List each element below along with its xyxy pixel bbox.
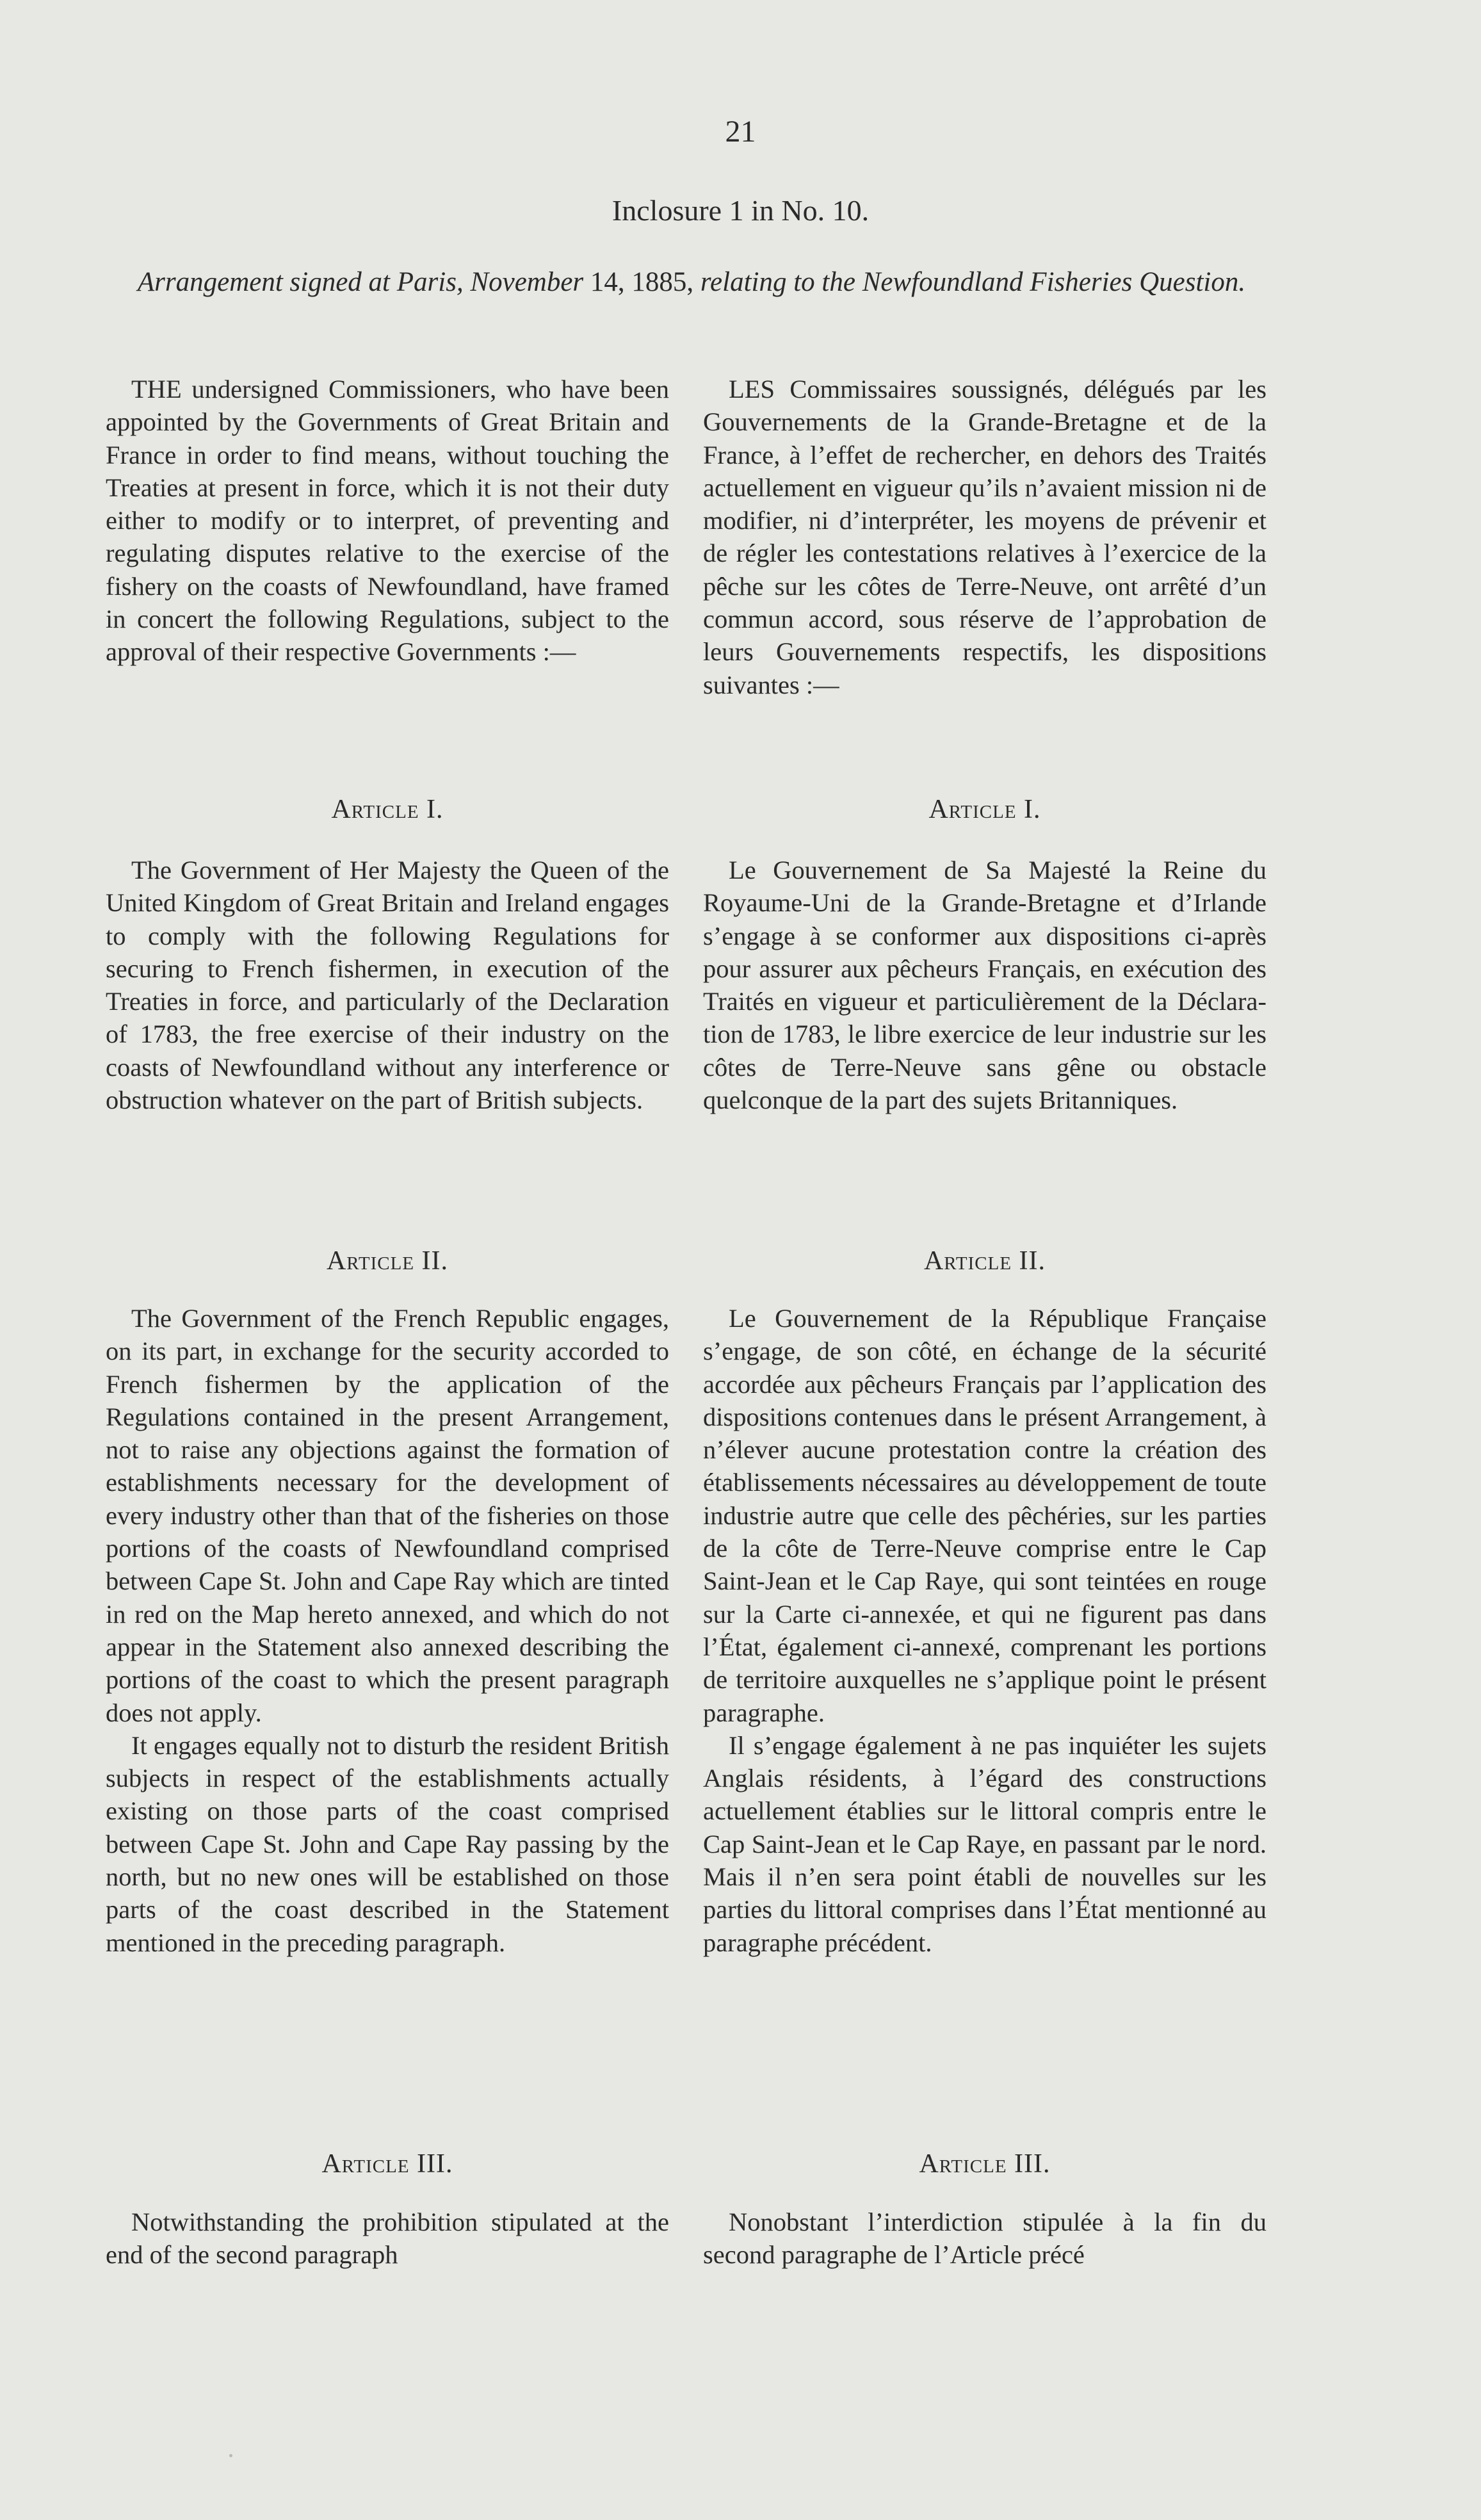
french-article-2-paragraph-1: Le Gouvernement de la République Française s’engage, de son côté, en échange de la sécurité accordée aux pêcheurs Français par l’application des dispositions contenues dans le présent Arrangement, à n’élever aucune protestation contre la création des établissements nécessaires au développement de toute industrie autre que celle des pêchéries, sur les parties de la côte de Terre-Neuve comprise entre le Cap Saint-Jean et le Cap Raye, qui sont teintées en rouge sur la Carte ci-annexée, et qui ne figurent pas dans l’État, également ci-annexé, comprenant les portions de territoire auxquelles ne s’applique point le présent paragraphe. [703, 1304, 1267, 1727]
french-article-2-heading: Article II. [923, 1246, 1046, 1276]
english-preamble: THE undersigned Commissioners, who have been appointed by the Governments of Great Britain and France in order to find means, without touching the Treaties at present in force, which it is not their duty either to modify or to interpret, of preventing and regulating disputes relative to the exercise of the fishery on the coasts of Newfoundland, have framed in concert the following Regulations, subject to the approval of their respective Governments :— [106, 375, 669, 667]
french-article-3-block [703, 2206, 1267, 2272]
french-preamble-block [703, 373, 1267, 701]
english-article-1-text: The Government of Her Majesty the Queen of the United Kingdom of Great Britain and Ireland engages to comply with the following Regulations for securing to French fishermen, in execution of the Treaties in force, and particularly of the Declaration of 1783, the free exercise of their industry on the coasts of Newfoundland without any interference or obstruction whatever on the part of British subjects. [106, 856, 669, 1115]
english-article-2-block [106, 1302, 669, 1959]
english-article-3-block [106, 2206, 669, 2272]
french-article-3-heading: Article III. [919, 2149, 1051, 2179]
arrangement-year: 1885, [624, 267, 694, 297]
english-article-3-text: Notwithstanding the prohibition stipulated at the end of the second paragraph [106, 2207, 669, 2270]
arrangement-text-2: relating to the Newfoundland Fisheries Question. [693, 267, 1246, 297]
arrangement-subtitle [106, 266, 1277, 299]
english-article-3-heading: Article III. [321, 2149, 453, 2179]
english-preamble-block [106, 373, 669, 669]
french-article-1-block [703, 854, 1267, 1116]
inclosure-title: Inclosure 1 in No. 10. [611, 194, 870, 227]
arrangement-day: 14, [590, 267, 625, 297]
french-article-1-text: Le Gouvernement de Sa Majesté la Reine du Royaume-Uni de la Grande-Bretagne et d’Irlande s’engage à se conformer aux dispositions ci-après pour assurer aux pêcheurs Français, en exécution des Traités en vigueur et particulièrement de la Déclaration de 1783, le libre exercice de leur industrie sur les côtes de Terre-Neuve sans gêne ou obstacle quelconque de la part des sujets Britanniques. [703, 856, 1267, 1115]
french-article-2-block [703, 1302, 1267, 1959]
english-article-2-paragraph-2: It engages equally not to disturb the resident British subjects in respect of the establishments actually existing on those parts of the coast comprised between Cape St. John and Cape Ray passing by the north, but no new ones will be established on those parts of the coast described in the Statement mentioned in the preceding paragraph. [106, 1730, 669, 1957]
scan-speck [229, 2454, 232, 2457]
english-article-1-block [106, 854, 669, 1116]
french-article-1-heading: Article I. [928, 795, 1041, 824]
french-article-2-paragraph-2: Il s’engage également à ne pas inquiéter les sujets Anglais résidents, à l’égard des constructions actuellement établies sur le littoral compris entre le Cap Saint-Jean et le Cap Raye, en passant par le nord. Mais il n’en sera point établi de nouvelles sur les parties du littoral comprises dans l’État mentionné au paragraphe précédent. [703, 1730, 1267, 1957]
french-article-3-text: Nonobstant l’interdiction stipulée à la fin du second paragraphe de l’Article précé [703, 2207, 1267, 2270]
english-article-2-paragraph-1: The Government of the French Republic engages, on its part, in exchange for the security accorded to French fishermen by the application of the Regulations contained in the present Arrangement, not to raise any objections against the formation of establishments necessary for the development of every industry other than that of the fisheries on those portions of the coasts of Newfoundland comprised between Cape St. John and Cape Ray which are tinted in red on the Map hereto annexed, and which do not appear in the Statement also annexed describing the portions of the coast to which the present paragraph does not apply. [106, 1304, 669, 1727]
arrangement-text-1: Arrangement signed at Paris, November [137, 267, 590, 297]
page-number: 21 [725, 115, 756, 149]
english-article-2-heading: Article II. [326, 1246, 449, 1276]
english-article-1-heading: Article I. [331, 795, 444, 824]
french-preamble: LES Commissaires soussignés, délégués par les Gouvernements de la Grande-Bretagne et de la France, à l’effet de rechercher, en dehors des Traités actuellement en vigueur qu’ils n’avaient mission ni de modifier, ni d’interpréter, les moyens de prévenir et de régler les contestations relatives à l’exercice de la pêche sur les côtes de Terre-Neuve, ont arrêté d’un commun accord, sous réserve de l’approbation de leurs Gouvernements respectifs, les dispositions suivantes :— [703, 375, 1267, 699]
